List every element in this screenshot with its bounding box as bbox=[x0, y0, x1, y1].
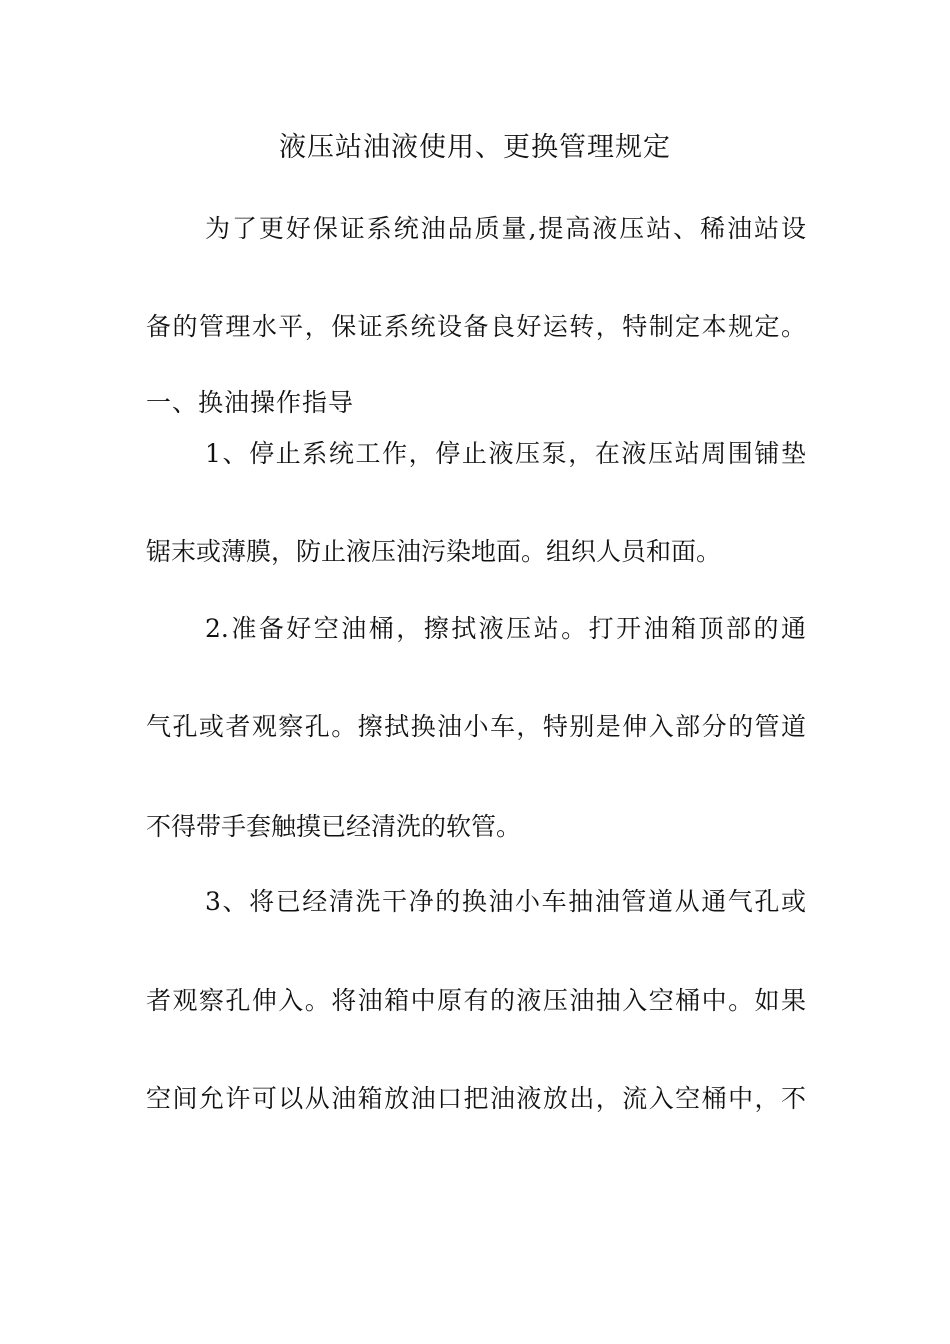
step3-line-3: 空间允许可以从油箱放油口把油液放出，流入空桶中，不 bbox=[146, 1084, 806, 1113]
section-heading: 一、换油操作指导 bbox=[146, 388, 355, 417]
step3-line-1: 3、将已经清洗干净的换油小车抽油管道从通气孔或 bbox=[205, 887, 806, 916]
step1-line-1: 1、停止系统工作，停止液压泵，在液压站周围铺垫 bbox=[205, 439, 806, 468]
step1-line-2: 锯末或薄膜，防止液压油污染地面。组织人员和面。 bbox=[146, 537, 722, 566]
document-title: 液压站油液使用、更换管理规定 bbox=[279, 132, 671, 163]
step2-line-3: 不得带手套触摸已经清洗的软管。 bbox=[146, 812, 522, 841]
step3-line-2: 者观察孔伸入。将油箱中原有的液压油抽入空桶中。如果 bbox=[146, 986, 806, 1015]
step2-line-1: 2.准备好空油桶，擦拭液压站。打开油箱顶部的通 bbox=[205, 614, 806, 643]
step2-line-2: 气孔或者观察孔。擦拭换油小车，特别是伸入部分的管道 bbox=[146, 712, 806, 741]
intro-line-1: 为了更好保证系统油品质量,提高液压站、稀油站设 bbox=[205, 214, 806, 243]
intro-line-2: 备的管理水平，保证系统设备良好运转，特制定本规定。 bbox=[146, 312, 806, 341]
